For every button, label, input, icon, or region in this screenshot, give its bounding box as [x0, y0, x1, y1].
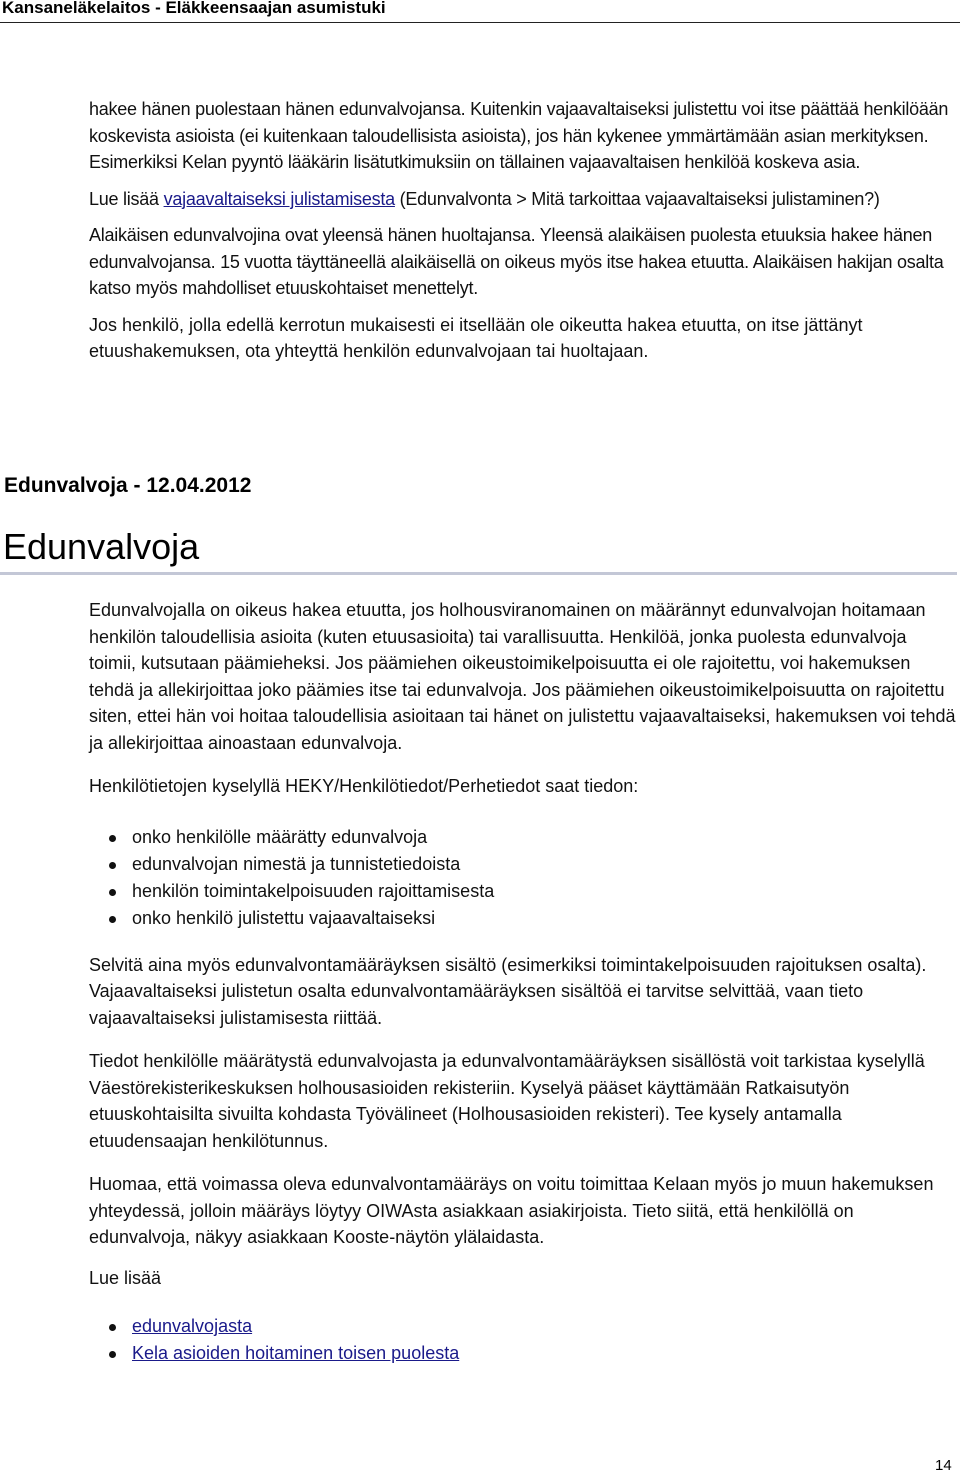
intro-block — [89, 96, 955, 365]
info-list-item: onko henkilölle määrätty edunvalvoja — [89, 824, 957, 851]
link-kela-asioiden-hoitaminen[interactable]: Kela asioiden hoitaminen toisen puolesta — [132, 1343, 460, 1363]
document-title: Kansaneläkelaitos - Eläkkeensaajan asumistuki — [2, 0, 386, 17]
page-number: 14 — [935, 1457, 952, 1474]
section-paragraph-3: Selvitä aina myös edunvalvontamääräyksen sisältö (esimerkiksi toimintakelpoisuuden rajoituksen osalta). Vajaavaltaiseksi julistetun osalta edunvalvontamääräyksen sisältöä ei tarvitse selvittää, vaan tieto vajaavaltaiseksi julistamisesta riittää. — [89, 954, 927, 1028]
link-item — [89, 1313, 957, 1340]
section-paragraph-1: Edunvalvojalla on oikeus hakea etuutta, jos holhousviranomainen on määrännyt edunvalvojan hoitamaan henkilön taloudellisia asioita (kuten etuusasioita) tai varallisuutta. Henkilöä, jonka puolesta edunvalvoja toimii, kutsutaan päämieheksi. Jos päämiehen oikeustoimikelpoisuutta ei ole rajoitettu, voi hakemuksen tehdä ja allekirjoittaa joko päämies itse tai edunvalvoja. Jos päämiehen oikeustoimikelpoisuutta on rajoitettu siten, ettei hän voi hoitaa taloudellisia asioitaan tai hänet on julistettu vajaavaltaiseksi, hakemuksen voi tehdä ja allekirjoittaa ainoastaan edunvalvoja. — [89, 600, 956, 753]
info-list-item: onko henkilö julistettu vajaavaltaiseksi — [89, 905, 957, 932]
info-list-item: henkilön toimintakelpoisuuden rajoittamisesta — [89, 878, 957, 905]
info-list — [89, 824, 957, 932]
read-more-prefix: Lue lisää — [89, 188, 164, 209]
intro-paragraph-4: Jos henkilö, jolla edellä kerrotun mukaisesti ei itsellään ole oikeutta hakea etuutta, on itse jättänyt etuushakemuksen, ota yhteyttä henkilön edunvalvojaan tai huoltajaan. — [89, 314, 863, 361]
header-divider — [0, 22, 960, 23]
info-list-item: edunvalvojan nimestä ja tunnistetiedoista — [89, 851, 957, 878]
section-paragraph-4: Tiedot henkilölle määrätystä edunvalvojasta ja edunvalvontamääräyksen sisällöstä voit tarkistaa kyselyllä Väestörekisterikeskuksen holhousasioiden rekisteriin. Kyselyä pääset käyttämään Ratkaisutyön etuuskohtaisilta sivuilta kohdasta Työvälineet (Holhousasioiden rekisteri). Tee kysely antamalla etuudensaajan henkilötunnus. — [89, 1051, 925, 1151]
read-more-label: Lue lisää — [89, 1267, 162, 1288]
section-body — [89, 597, 957, 1367]
link-edunvalvojasta[interactable]: edunvalvojasta — [132, 1316, 253, 1336]
link-item — [89, 1340, 957, 1367]
section-title: Edunvalvoja — [3, 526, 200, 567]
read-more-suffix: (Edunvalvonta > Mitä tarkoittaa vajaavaltaiseksi julistaminen?) — [394, 188, 880, 209]
section-paragraph-2: Henkilötietojen kyselyllä HEKY/Henkilötiedot/Perhetiedot saat tiedon: — [89, 776, 639, 796]
intro-paragraph-3: Alaikäisen edunvalvojina ovat yleensä hänen huoltajansa. Yleensä alaikäisen puolesta etuuksia hakee hänen edunvalvojansa. 15 vuotta täyttäneellä alaikäisellä on oikeus myös itse hakea etuutta. Alaikäisen hakijan osalta katso myös mahdolliset etuuskohtaiset menettelyt. — [89, 225, 944, 298]
intro-paragraph-1: hakee hänen puolestaan hänen edunvalvojansa. Kuitenkin vajaavaltaiseksi julistettu voi itse päättää henkilöään koskevista asioista (ei kuitenkaan taloudellisista asioista), jos hän kykenee ymmärtämään asian merkityksen. Esimerkiksi Kelan pyyntö lääkärin lisätutkimuksiin on tällainen vajaavaltaisen henkilöä koskeva asia. — [89, 99, 949, 172]
link-vajaavaltaiseksi-julistamisesta[interactable]: vajaavaltaiseksi julistamisesta — [163, 188, 395, 209]
section-divider — [0, 572, 957, 575]
read-more-paragraph — [89, 186, 955, 213]
section-paragraph-5: Huomaa, että voimassa oleva edunvalvontamääräys on voitu toimittaa Kelaan myös jo muun hakemuksen yhteydessä, jolloin määräys löytyy OIWAsta asiakkaan asiakirjoista. Tieto siitä, että henkilöllä on edunvalvoja, näkyy asiakkaan Kooste-näytön ylälaidasta. — [89, 1174, 934, 1247]
read-more-links — [89, 1313, 957, 1367]
dated-section-heading: Edunvalvoja - 12.04.2012 — [4, 474, 252, 497]
